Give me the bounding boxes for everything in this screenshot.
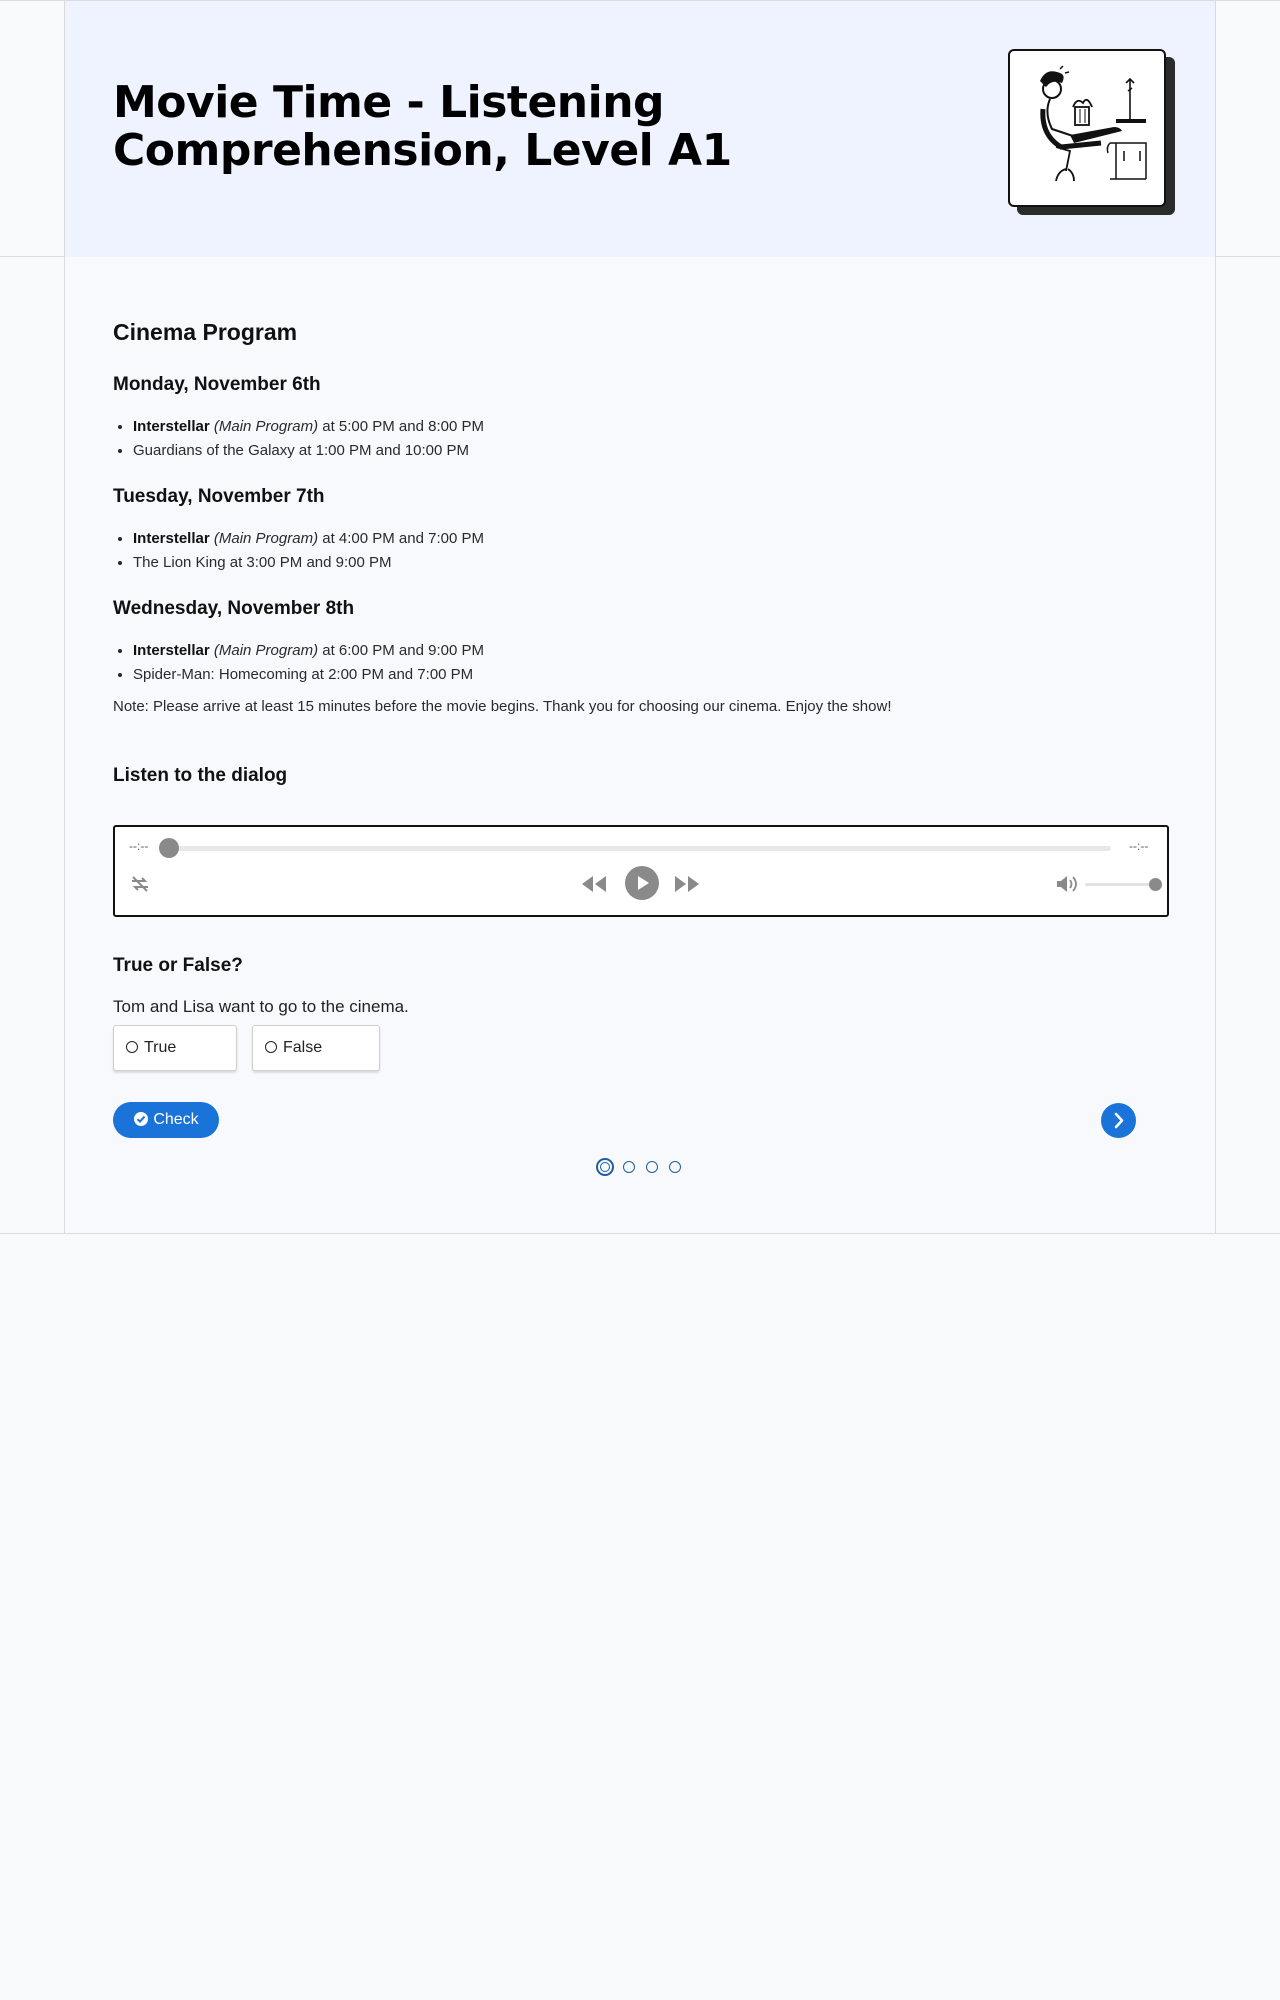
program-list-tuesday [113, 527, 484, 575]
program-title: Cinema Program [113, 319, 298, 345]
day-heading-tuesday: Tuesday, November 7th [113, 486, 325, 507]
current-time: --:-- [129, 839, 149, 853]
header-band [0, 0, 1280, 257]
list-item: • The Lion King at 3:00 PM and 9:00 PM [133, 551, 484, 575]
play-icon [625, 866, 659, 900]
day-heading-wednesday: Wednesday, November 8th [113, 598, 355, 619]
audio-player [113, 825, 1169, 917]
person-with-popcorn-illustration [1008, 49, 1166, 207]
radio-icon [265, 1041, 277, 1053]
repeat-icon[interactable] [129, 873, 151, 898]
pagination-dot-1[interactable] [596, 1158, 614, 1176]
pagination-dot-4[interactable] [669, 1161, 681, 1173]
list-item: • Interstellar (Main Program) at 4:00 PM and 7:00 PM [133, 527, 484, 551]
volume-thumb[interactable] [1149, 878, 1162, 891]
program-note: Note: Please arrive at least 15 minutes before the movie begins. Thank you for choosing our cinema. Enjoy the show! [113, 698, 892, 715]
check-circle-icon [133, 1111, 149, 1127]
chevron-right-icon [1101, 1103, 1136, 1138]
radio-icon [126, 1041, 138, 1053]
list-item: • Interstellar (Main Program) at 5:00 PM and 8:00 PM [133, 415, 484, 439]
header [64, 1, 1216, 258]
option-label: True [144, 1039, 177, 1056]
volume-track[interactable] [1085, 883, 1153, 886]
option-true-button[interactable] [113, 1025, 237, 1071]
check-button[interactable] [113, 1102, 219, 1138]
dialog-title: Listen to the dialog [113, 765, 288, 786]
program-list-wednesday [113, 639, 484, 687]
check-label: Check [153, 1111, 199, 1128]
progress-thumb[interactable] [159, 838, 179, 858]
content-card [64, 257, 1216, 1233]
play-button[interactable] [625, 866, 659, 903]
list-item: • Interstellar (Main Program) at 6:00 PM and 9:00 PM [133, 639, 484, 663]
option-label: False [283, 1039, 323, 1056]
list-item: • Spider-Man: Homecoming at 2:00 PM and 7:00 PM [133, 663, 484, 687]
volume-icon[interactable] [1055, 874, 1079, 897]
duration-time: --:-- [1129, 839, 1149, 853]
option-false-button[interactable] [252, 1025, 380, 1071]
page-title: Movie Time - Listening Comprehension, Level A1 [113, 77, 732, 176]
quiz-question: Tom and Lisa want to go to the cinema. [113, 997, 409, 1016]
progress-track[interactable] [165, 846, 1111, 851]
rewind-icon[interactable] [580, 874, 608, 897]
list-item: • Guardians of the Galaxy at 1:00 PM and 10:00 PM [133, 439, 484, 463]
pagination-dot-2[interactable] [623, 1161, 635, 1173]
fast-forward-icon[interactable] [673, 874, 701, 897]
program-list-monday [113, 415, 484, 463]
quiz-title: True or False? [113, 955, 243, 976]
day-heading-monday: Monday, November 6th [113, 374, 321, 395]
next-button[interactable] [1101, 1103, 1136, 1138]
content-band [0, 257, 1280, 1234]
pagination-dot-3[interactable] [646, 1161, 658, 1173]
